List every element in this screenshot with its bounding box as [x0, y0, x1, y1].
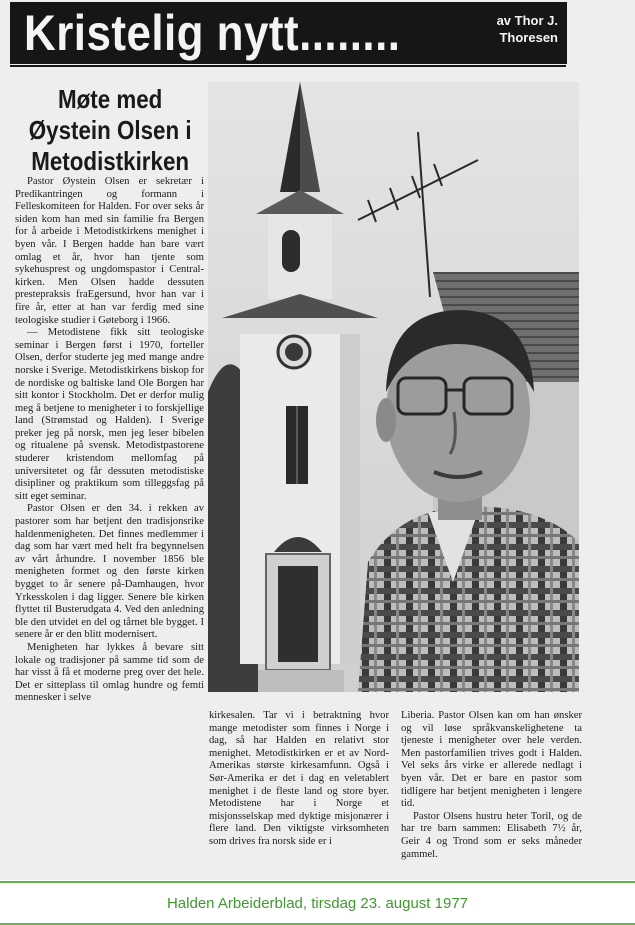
author-byline	[497, 12, 558, 46]
source-caption: Halden Arbeiderblad, tirsdag 23. august 1977	[166, 895, 469, 912]
source-caption-bar	[0, 881, 635, 925]
paragraph: Pastor Øystein Olsen er sekretær i Predikantringen og formann i Felleskomiteen for Halden. For over seks år siden kom han med sin familie fra Bergen for å arbeide i Metodistkirkens menighet i byen vår. I Bergen hadde han bare vært omlag et år, hvor han tjente som sykehusprest og ungdomspastor i Central-kirken. Men Olsen hadde dessuten prestepraksis fraEgersund, hvor han var i fire år, etter at han var ferdig med sine teologiske studier i Gøteborg i 1966.	[15, 176, 204, 326]
paragraph: kirkesalen. Tar vi i betraktning hvor mange metodister som finnes i Norge i dag, så har Halden en relativt stor menighet. Metodistkirken er et av Nord-Amerikas største kirkesamfunn. Også i Sør-Amerika er det i dag en veletablert menighet i de fleste land og store byer. Metodistene har i Norge et misjonsselskap med dyktige misjonærer i flere land. Den viktigste virksomheten som drives fra norsk side er i	[209, 710, 389, 847]
paragraph: Pastor Olsen er den 34. i rekken av pastorer som har betjent den tradisjonsrike haldenmenigheten. Det finnes medlemmer i dag som har vært med helt fra begynnelsen av vårt århundre. I november 1856 ble menigheten formet og den første kirken bygget to år senere på-Damhaugen, hvor Yrkesskolen i dag ligger. Senere ble kirken flyttet til Busterudgata 4. Ved den anledning ble den utvidet en del og tårnet ble bygget. I senere år er den blitt modernisert.	[15, 503, 204, 641]
masthead-horizontal-rule	[10, 65, 566, 67]
article-column-1	[15, 176, 204, 705]
paragraph: — Metodistene fikk sitt teologiske seminar i Bergen først i 1970, forteller Olsen, derfor studerte jeg med mange andre norske i Sverige. Metodistkirkens biskop for de nordiske og baltiske land Ole Borgen har sitt kontor i Stockholm. Det er derfor mulig meg å betjene to menigheter i to forskjellige land (Strømstad og Halden). I Sverige preker jeg på norsk, men jeg leser bibelen og ritualene på svensk. Metodistpastorene studerer kristendom mellomfag på universitetet og får dessuten metodistiske disipliner og praktikum som tilleggsfag på sitt eget seminar.	[15, 327, 204, 502]
headline-line-2: Øystein Olsen i	[28, 115, 192, 145]
byline-line-2: Thoresen	[499, 30, 558, 45]
church-and-pastor-photo	[208, 82, 579, 692]
paragraph: Liberia. Pastor Olsen kan om han ønsker og vil løse språkvanskelighetene ta tjeneste i menigheter over hele verden. Men pastorfamilien trives godt i Halden. Vel seks års virke er allerede nedlagt i byen vår. Det er bare en pastor som tidligere har betjent menigheten i lengere tid.	[401, 710, 582, 810]
column-title: Kristelig nytt........	[24, 5, 401, 61]
headline-line-1: Møte med	[57, 84, 163, 114]
byline-line-1: av Thor J.	[496, 13, 558, 28]
paragraph: Pastor Olsens hustru heter Toril, og de har tre barn sammen: Elisabeth 7½ år, Geir 4 og Trond som er seks måneder gammel.	[401, 810, 582, 860]
column-masthead	[10, 2, 566, 64]
paragraph: Menigheten har lykkes å bevare sitt lokale og tradisjoner på samme tid som de har visst å få et moderne preg over det hele. Det er sitteplass til omlag hundre og femti mennesker i selve	[15, 641, 204, 704]
article-column-3	[401, 710, 582, 861]
article-column-2	[209, 710, 389, 849]
headline-line-3: Metodistkirken	[31, 146, 190, 176]
article-photo	[208, 82, 579, 692]
article-headline	[22, 84, 198, 177]
masthead-vertical-rule	[565, 2, 567, 64]
